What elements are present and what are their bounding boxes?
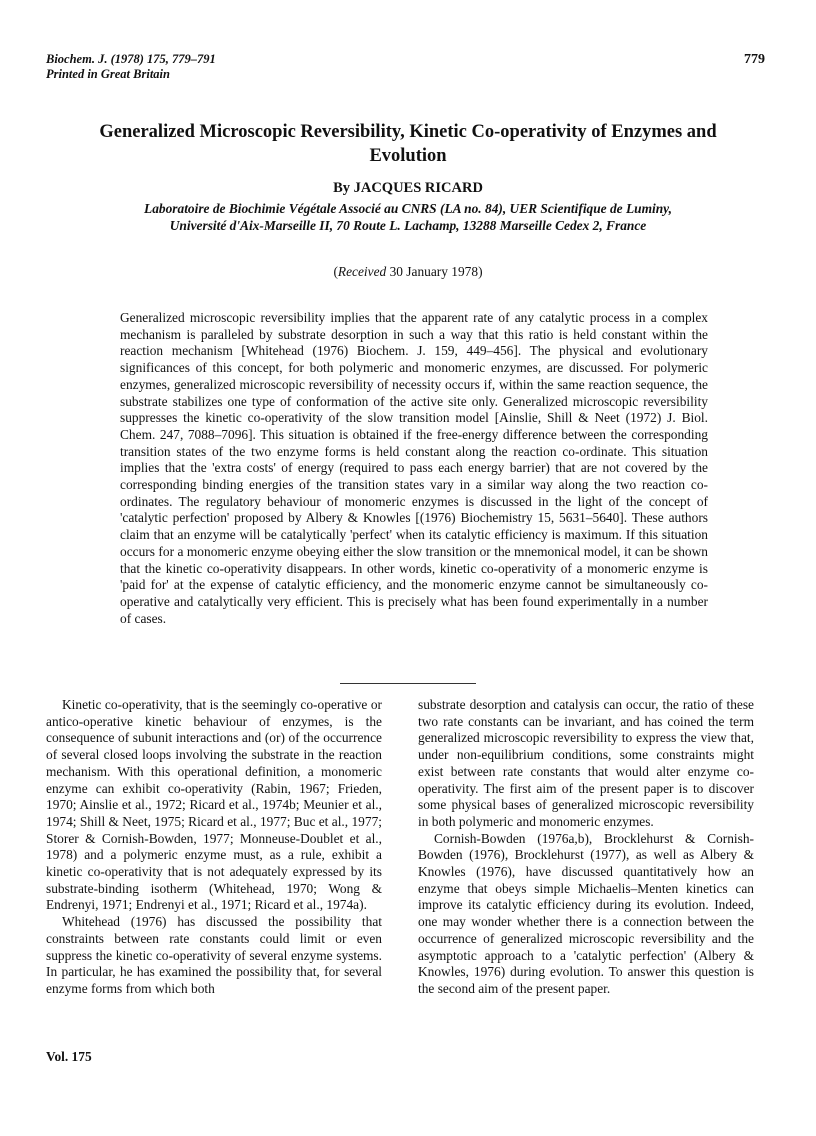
journal-line-2: Printed in Great Britain <box>46 67 170 81</box>
paragraph: Cornish-Bowden (1976a,b), Brocklehurst & Cornish-Bowden (1976), Brocklehurst (1977), as well as Albery & Knowles (1976), have discussed quantitatively how an enzyme that obeys simple Michaelis–Menten kinetics can improve its catalytic efficiency during its evolution. Indeed, one may wonder whether there is a connection between the occurrence of generalized microscopic reversibility and the asymptotic approach to a 'catalytic perfection' (Albery & Knowles, 1976) during evolution. To answer this question is the second aim of the present paper. <box>418 830 754 996</box>
body-column-left <box>46 697 382 998</box>
abstract: Generalized microscopic reversibility implies that the apparent rate of any catalytic process in a complex mechanism is paralleled by substrate desorption in such a way that this ratio is held constant within the reaction mechanism [Whitehead (1976) Biochem. J. 159, 449–456]. The physical and evolutionary significances of this concept, for both polymeric and monomeric enzymes, are discussed. For polymeric enzymes, generalized microscopic reversibility of necessity occurs if, within the same reaction sequence, the substrate stabilizes one type of conformation of the active site only. Generalized microscopic reversibility suppresses the kinetic co-operativity of the slow transition model [Ainslie, Shill & Neet (1972) J. Biol. Chem. 247, 7088–7096]. This situation is obtained if the free-energy difference between the corresponding transition states of the two enzyme forms is held constant along the reaction co-ordinate. This situation implies that the 'extra costs' of energy (required to pass each energy barrier) that are not covered by the corresponding binding energies of the transition states vary in a similar way along the two reaction co-ordinates. The regulatory behaviour of monomeric enzymes is discussed in the light of the concept of 'catalytic perfection' proposed by Albery & Knowles [(1976) Biochemistry 15, 5631–5640]. These authors claim that an enzyme will be catalytically 'perfect' when its catalytic efficiency is maximum. If this situation occurs for a monomeric enzyme obeying either the slow transition or the mnemonical model, it can be shown that the kinetic co-operativity disappears. In other words, kinetic co-operativity of a monomeric enzyme is 'paid for' at the expense of catalytic efficiency, and the monomeric enzyme cannot be simultaneously co-operative and catalytically very efficient. This is precisely what has been found experimentally in a number of cases. <box>120 310 708 626</box>
volume-footer: Vol. 175 <box>46 1049 92 1064</box>
paragraph: Kinetic co-operativity, that is the seemingly co-operative or antico-operative kinetic behaviour of enzymes, is the consequence of subunit interactions and (or) of the occurrence of several closed loops involving the substrate in the reaction mechanism. With this operational definition, a monomeric enzyme can exhibit co-operativity (Rabin, 1967; Frieden, 1970; Ainslie et al., 1972; Ricard et al., 1974b; Meunier et al., 1974; Shill & Neet, 1975; Ricard et al., 1977; Buc et al., 1977; Storer & Cornish-Bowden, 1977; Monneuse-Doublet et al., 1978) and a polymeric enzyme must, as a rule, exhibit a kinetic co-operativity that is not adequately expressed by its substrate-binding isotherm (Whitehead, 1970; Wong & Endrenyi, 1971; Endrenyi et al., 1971; Ricard et al., 1974a). <box>46 697 382 913</box>
received-label: Received <box>337 264 387 279</box>
paragraph: Whitehead (1976) has discussed the possibility that constraints between rate constants could limit or even suppress the kinetic co-operativity of several enzyme systems. In particular, he has examined the possibility that, for several enzyme forms from which both <box>46 914 382 996</box>
affiliation-line-2: Université d'Aix-Marseille II, 70 Route L. Lachamp, 13288 Marseille Cedex 2, France <box>169 218 647 233</box>
received-open: ( <box>333 264 338 279</box>
affiliation-line-1: Laboratoire de Biochimie Végétale Associé au CNRS (LA no. 84), UER Scientifique de Luminy, <box>144 201 672 216</box>
author-line: By JACQUES RICARD <box>333 180 483 196</box>
section-divider <box>340 683 476 684</box>
received-rest: 30 January 1978) <box>386 264 483 279</box>
received-date <box>0 264 816 280</box>
journal-citation <box>46 52 216 82</box>
paper-title: Generalized Microscopic Reversibility, Kinetic Co-operativity of Enzymes and Evolution <box>99 122 717 166</box>
body-column-right <box>418 697 754 998</box>
paragraph: substrate desorption and catalysis can occur, the ratio of these two rate constants can be invariant, and has coined the term generalized microscopic reversibility to express the view that, under non-equilibrium conditions, some constraints might exist between rate constants that would alter enzyme co-operativity. The first aim of the present paper is to discover some physical bases of generalized microscopic reversibility in both polymeric and monomeric enzymes. <box>418 697 754 829</box>
page-number: 779 <box>744 52 765 67</box>
journal-line-1: Biochem. J. (1978) 175, 779–791 <box>46 52 216 66</box>
affiliation <box>50 200 766 234</box>
